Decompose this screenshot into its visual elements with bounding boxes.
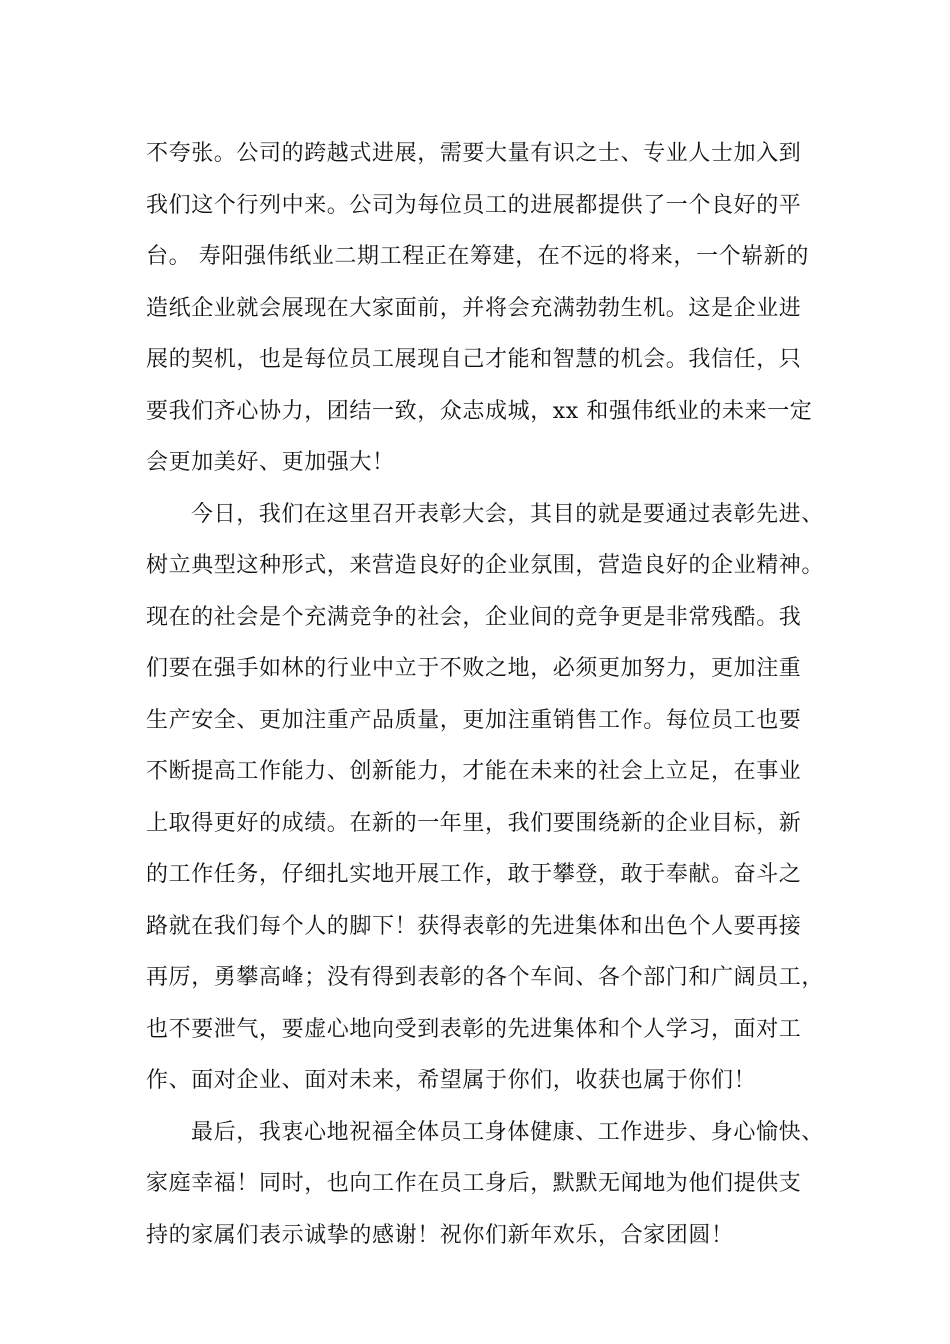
text-line: 路就在我们每个人的脚下！获得表彰的先进集体和出色个人要再接 — [146, 913, 802, 939]
text-line: 台。 寿阳强伟纸业二期工程正在筹建，在不远的将来，一个崭新的 — [146, 244, 809, 269]
paragraph-3 — [146, 1107, 831, 1262]
text-line: 会更加美好、更加强大！ — [146, 450, 395, 475]
paragraph-1 — [146, 128, 831, 489]
text-line: 的工作任务，仔细扎实地开展工作，敢于攀登，敢于奉献。奋斗之 — [146, 862, 802, 887]
text-line: 家庭幸福！同时，也向工作在员工身后，默默无闻地为他们提供支 — [146, 1171, 802, 1196]
paragraph-2 — [146, 489, 831, 1107]
text-line: 也不要泄气，要虚心地向受到表彰的先进集体和个人学习，面对工 — [146, 1016, 802, 1042]
text-line: 生产安全、更加注重产品质量，更加注重销售工作。每位员工也要 — [146, 707, 802, 733]
text-line: 要我们齐心协力，团结一致，众志成城，xx 和强伟纸业的未来一定 — [146, 398, 813, 424]
text-line: 我们这个行列中来。公司为每位员工的进展都提供了一个良好的平 — [146, 192, 802, 218]
text-line: 不夸张。公司的跨越式进展，需要大量有识之士、专业人士加入到 — [146, 141, 802, 166]
text-line: 作、面对企业、面对未来，希望属于你们，收获也属于你们！ — [146, 1068, 757, 1093]
document-body — [146, 128, 831, 1261]
text-line: 持的家属们表示诚挚的感谢！祝你们新年欢乐，合家团圆！ — [146, 1222, 734, 1248]
text-line: 最后，我衷心地祝福全体员工身体健康、工作进步、身心愉快、 — [191, 1119, 824, 1145]
text-line: 们要在强手如林的行业中立于不败之地，必须更加努力，更加注重 — [146, 656, 802, 681]
text-line: 今日，我们在这里召开表彰大会，其目的就是要通过表彰先进、 — [191, 501, 824, 527]
text-line: 上取得更好的成绩。在新的一年里，我们要围绕新的企业目标，新 — [146, 810, 802, 836]
text-line: 不断提高工作能力、创新能力，才能在未来的社会上立足，在事业 — [146, 759, 802, 784]
text-line: 再厉，勇攀高峰；没有得到表彰的各个车间、各个部门和广阔员工， — [146, 965, 825, 990]
text-line: 树立典型这种形式，来营造良好的企业氛围，营造良好的企业精神。 — [146, 553, 825, 578]
text-line: 展的契机，也是每位员工展现自己才能和智慧的机会。我信任，只 — [146, 347, 802, 372]
text-line: 造纸企业就会展现在大家面前，并将会充满勃勃生机。这是企业进 — [146, 295, 802, 321]
text-line: 现在的社会是个充满竞争的社会，企业间的竞争更是非常残酷。我 — [146, 604, 802, 630]
